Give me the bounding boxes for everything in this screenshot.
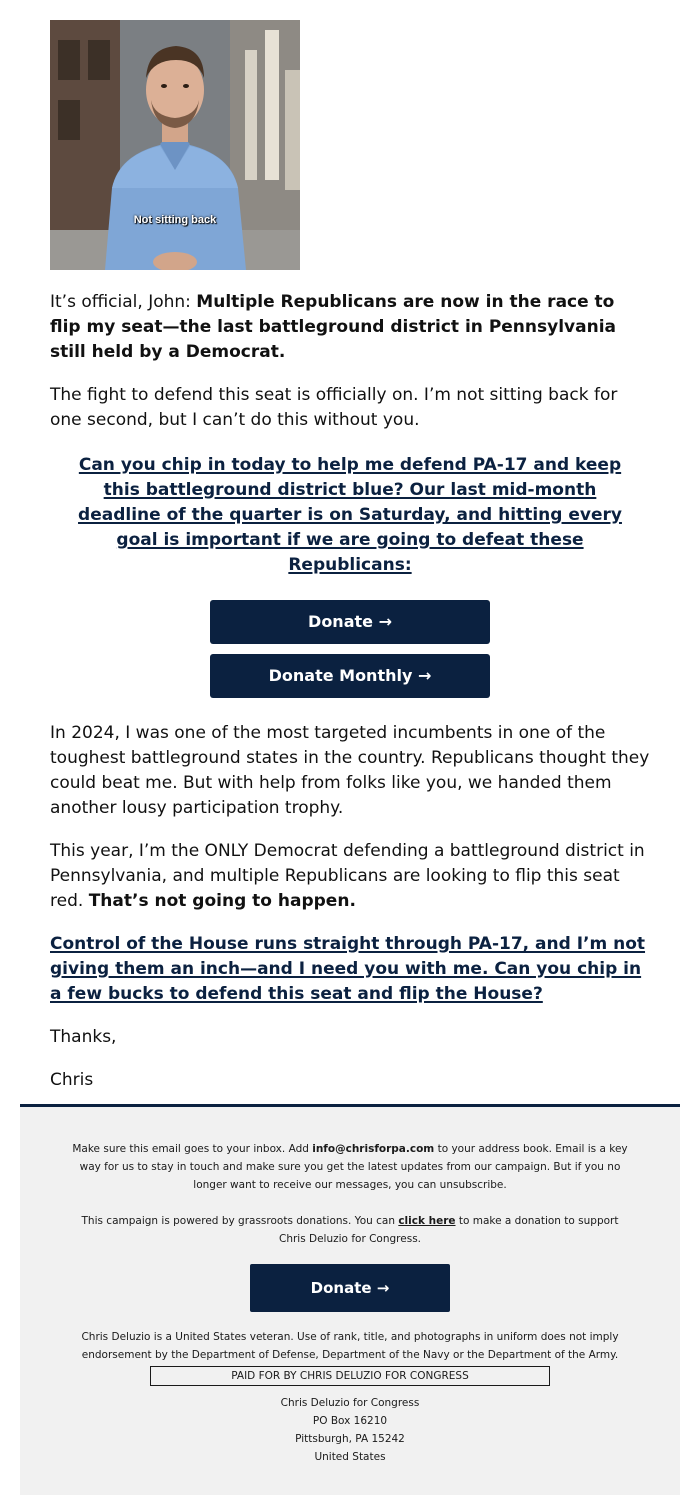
donate-button[interactable]: Donate → (210, 600, 490, 644)
history-paragraph: In 2024, I was one of the most targeted incumbents in one of the toughest battleground states in the country. Republicans thought they could beat me. But with help from folks like you, we handed them another lousy participation trophy. (50, 723, 650, 818)
candidate-video-thumbnail[interactable] (50, 20, 300, 270)
intro-lead: It’s official, John: (50, 292, 197, 312)
address-line: PO Box 16210 (312, 1415, 388, 1427)
inbox-notice-post: to your address book. Email is a key way for us to stay in touch and make sure you get the latest updates from our campaign. But if you no longer want to receive our messages, you can unsubscribe. (79, 1143, 628, 1191)
contact-email: info@chrisforpa.com (312, 1143, 435, 1155)
grassroots-pre: This campaign is powered by grassroots donations. You can (81, 1215, 399, 1227)
paid-for-disclaimer: PAID FOR BY CHRIS DELUZIO FOR CONGRESS (150, 1366, 550, 1386)
signoff-thanks: Thanks, (50, 1027, 117, 1047)
veteran-disclaimer: Chris Deluzio is a United States veteran. Use of rank, title, and photographs in uniform does not imply endorsement by the Department of Defense, Department of the Navy or the Department of the Army. (81, 1331, 619, 1361)
email-body (50, 20, 650, 1093)
address-line: Pittsburgh, PA 15242 (295, 1433, 405, 1445)
donate-appeal-link[interactable]: Can you chip in today to help me defend PA-17 and keep this battleground district blue? Our last mid-month deadline of the quarter is on Saturday, and hitting every goal is important if we are going to defeat these Republicans: (78, 455, 622, 575)
video-caption: Not sitting back (133, 214, 217, 226)
candidate-photo (50, 20, 300, 270)
click-here-link[interactable]: click here (398, 1215, 456, 1227)
intro-bold: Multiple Republicans are now in the race to flip my seat—the last battleground district in Pennsylvania still held by a Democrat. (50, 292, 616, 362)
donate-buttons (50, 600, 650, 698)
only-democrat-text: This year, I’m the ONLY Democrat defending a battleground district in Pennsylvania, and multiple Republicans are looking to flip this seat red. (50, 841, 645, 911)
mailing-address (20, 1394, 680, 1466)
intro-paragraph (50, 290, 650, 365)
email-footer (20, 1104, 680, 1495)
address-line: United States (314, 1451, 386, 1463)
grassroots-post: to make a donation to support Chris Deluzio for Congress. (278, 1215, 619, 1245)
grassroots-notice (70, 1212, 630, 1248)
footer-donate-button[interactable]: Donate → (250, 1264, 450, 1312)
fight-paragraph: The fight to defend this seat is officially on. I’m not sitting back for one second, but I can’t do this without you. (50, 385, 618, 430)
address-line: Chris Deluzio for Congress (280, 1397, 420, 1409)
inbox-notice (70, 1140, 630, 1194)
flip-house-link[interactable]: Control of the House runs straight through PA-17, and I’m not giving them an inch—and I need you with me. Can you chip in a few bucks to defend this seat and flip the House? (50, 934, 646, 1004)
only-democrat-paragraph (50, 839, 650, 914)
only-democrat-bold: That’s not going to happen. (88, 891, 356, 911)
signoff-name: Chris (50, 1070, 94, 1090)
inbox-notice-pre: Make sure this email goes to your inbox. Add (72, 1143, 313, 1155)
donate-monthly-button[interactable]: Donate Monthly → (210, 654, 490, 698)
